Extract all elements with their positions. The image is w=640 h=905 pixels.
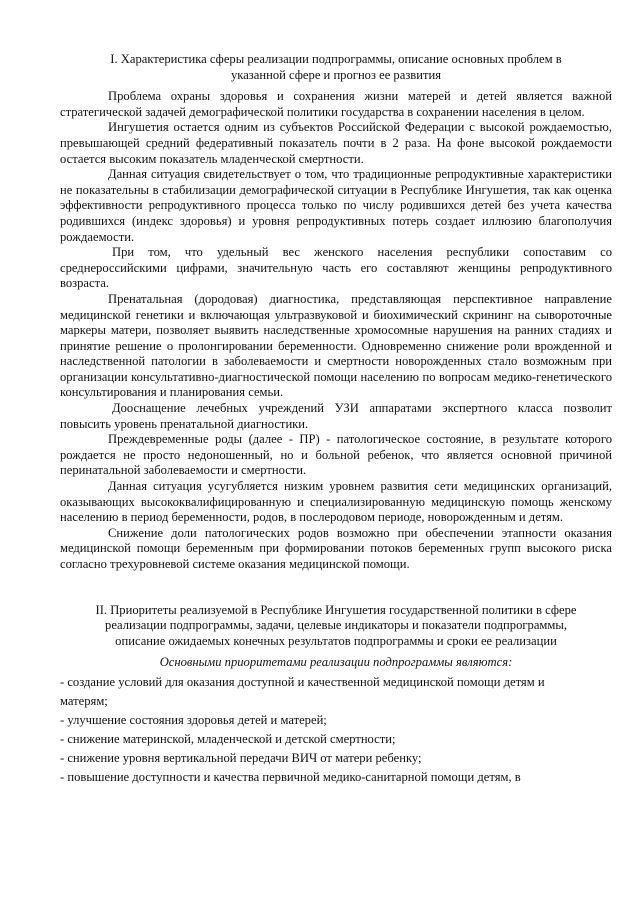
paragraph-5: Пренатальная (дородовая) диагностика, представляющая перспективное направление медицинской генетики и включающая ультразвуковой и биохимический скрининг на сывороточные маркеры матери, позволяет выявить наследственные хромосомные нарушения на ранних стадиях и принятие решение о пролонгировании беременности. Одновременно снижение роли врожденной и наследственной патологии в заболеваемости и смертности новорожденных стало возможным при организации консультативно-диагностической помощи населению по вопросам медико-генетического консультирования и планирования семьи. (60, 291, 612, 400)
paragraph-9: Снижение доли патологических родов возможно при обеспечении этапности оказания медицинской помощи беременным при формировании потоков беременных групп высокого риска согласно трехуровневой системе оказания медицинской помощи. (60, 525, 612, 571)
list-item: - снижение уровня вертикальной передачи ВИЧ от матери ребенку; (60, 750, 422, 765)
paragraph-1: Проблема охраны здоровья и сохранения жизни матерей и детей является важной стратегической задачей демографической политики государства в сохранении населения в целом. (60, 89, 612, 119)
section2-heading-line1: II. Приоритеты реализуемой в Республике Ингушетия государственной политики в сфере (95, 602, 577, 617)
paragraph-7: Преждевременные роды (далее - ПР) - патологическое состояние, в результате которого рождается не просто недоношенный, но и больной ребенок, что является основной причиной перинатальной заболеваемости и смертности. (60, 432, 612, 478)
section1-heading (60, 52, 612, 83)
paragraph-6: Дооснащение лечебных учреждений УЗИ аппаратами экспертного класса позволит повысить уровень пренатальной диагностики. (60, 401, 612, 431)
document-page (60, 52, 612, 787)
paragraph-4: При том, что удельный вес женского населения республики сопоставим со среднероссийскими цифрами, значительную часть его составляют женщины репродуктивного возраста. (60, 245, 612, 291)
priorities-title: Основными приоритетами реализации подпрограммы являются: (159, 655, 513, 670)
list-item: матерям; (60, 693, 108, 708)
paragraph-8: Данная ситуация усугубляется низким уровнем развития сети медицинских организаций, оказывающих высококвалифицированную и специализированную медицинскую помощь женскому населению в период беременности, родов, в послеродовом периоде, новорожденным и детям. (60, 479, 612, 525)
section-spacer (60, 573, 612, 603)
paragraph-3: Данная ситуация свидетельствует о том, что традиционные репродуктивные характеристики не показательны в стабилизации демографической ситуации в Республике Ингушетия, так как оценка эффективности репродуктивного процесса только по числу родившихся детей без учета качества родившихся (индекс здоровья) и уровня репродуктивных потерь создает иллюзию благополучия рождаемости. (60, 167, 612, 244)
list-item: - повышение доступности и качества первичной медико-санитарной помощи детям, в (60, 769, 521, 784)
list-item: - снижение материнской, младенческой и детской смертности; (60, 731, 396, 746)
section2-heading-line3: описание ожидаемых конечных результатов подпрограммы и сроки ее реализации (115, 633, 557, 648)
priorities-list (60, 673, 612, 787)
section2-heading (60, 603, 612, 650)
list-item: - создание условий для оказания доступной и качественной медицинской помощи детям и (60, 674, 545, 689)
paragraph-2: Ингушетия остается одним из субъектов Российской Федерации с высокой рождаемостью, превышающей средний федеративный показатель почти в 2 раза. На фоне высокой рождаемости остается высоким показатель младенческой смертности. (60, 120, 612, 166)
list-item: - улучшение состояния здоровья детей и матерей; (60, 712, 327, 727)
section2-heading-line2: реализации подпрограммы, задачи, целевые индикаторы и показатели подпрограммы, (105, 618, 567, 633)
section1-heading-line2: указанной сфере и прогноз ее развития (230, 67, 442, 82)
section1-heading-line1: I. Характеристика сферы реализации подпрограммы, описание основных проблем в (110, 52, 562, 66)
